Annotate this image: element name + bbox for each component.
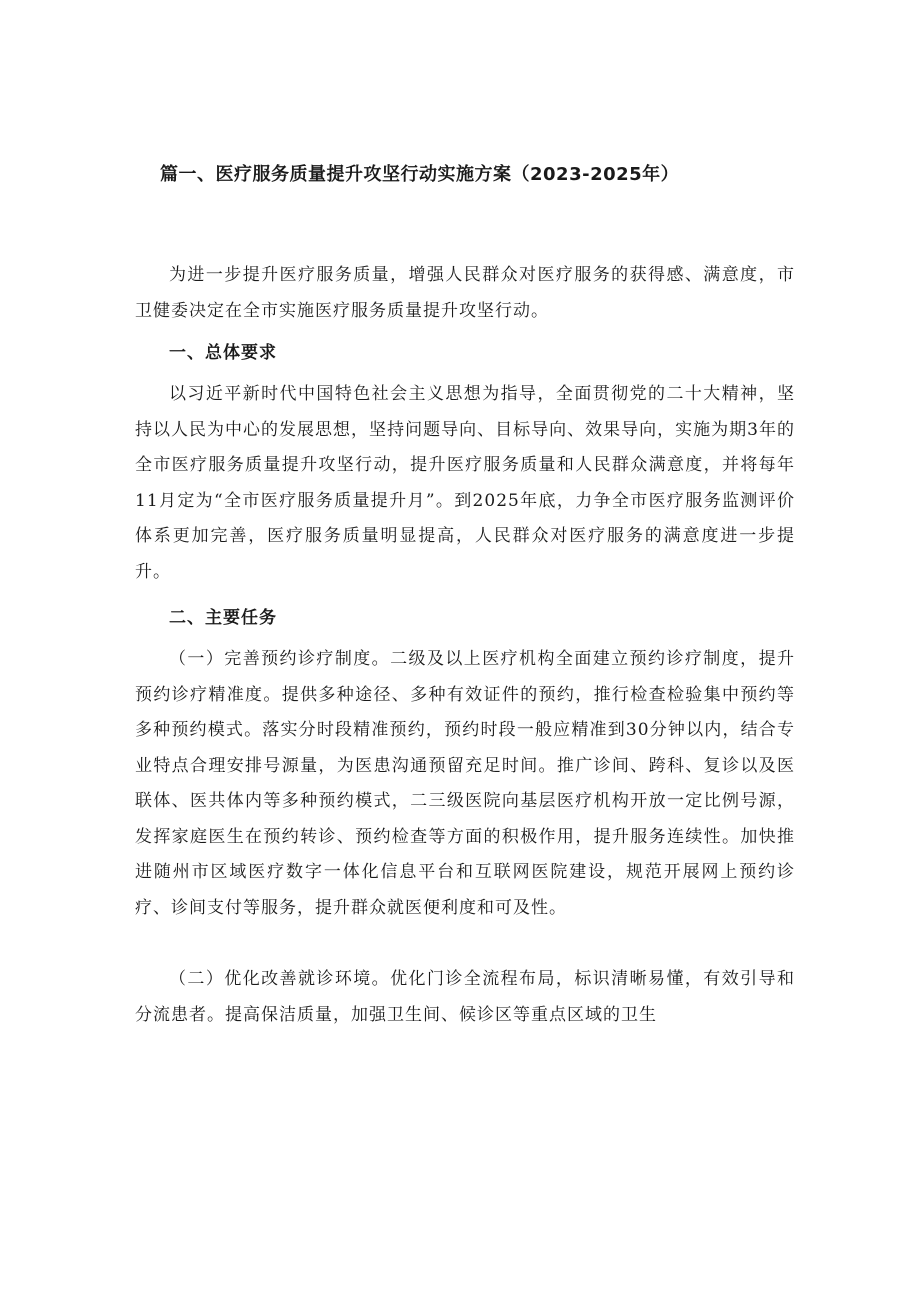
document-title: 篇一、医疗服务质量提升攻坚行动实施方案（2023-2025年）: [160, 164, 680, 185]
general-requirements-paragraph: 以习近平新时代中国特色社会主义思想为指导，全面贯彻党的二十大精神，坚持以人民为中心的发展思想，坚持问题导向、目标导向、效果导向，实施为期3年的全市医疗服务质量提升攻坚行动，提升医疗服务质量和人民群众满意度，并将每年11月定为“全市医疗服务质量提升月”。到2025年底，力争全市医疗服务监测评价体系更加完善，医疗服务质量明显提高，人民群众对医疗服务的满意度进一步提升。: [135, 384, 795, 582]
document-body: [135, 258, 795, 1033]
section-heading-main-tasks: 二、主要任务: [169, 608, 277, 628]
task-environment-paragraph: （二）优化改善就诊环境。优化门诊全流程布局，标识清晰易懂，有效引导和分流患者。提高保洁质量，加强卫生间、候诊区等重点区域的卫生: [135, 969, 795, 1025]
intro-paragraph: 为进一步提升医疗服务质量，增强人民群众对医疗服务的获得感、满意度，市卫健委决定在全市实施医疗服务质量提升攻坚行动。: [135, 265, 795, 321]
section-heading-general-requirements: 一、总体要求: [169, 343, 277, 363]
task-appointment-paragraph: （一）完善预约诊疗制度。二级及以上医疗机构全面建立预约诊疗制度，提升预约诊疗精准度。提供多种途径、多种有效证件的预约，推行检查检验集中预约等多种预约模式。落实分时段精准预约，预约时段一般应精准到30分钟以内，结合专业特点合理安排号源量，为医患沟通预留充足时间。推广诊间、跨科、复诊以及医联体、医共体内等多种预约模式，二三级医院向基层医疗机构开放一定比例号源，发挥家庭医生在预约转诊、预约检查等方面的积极作用，提升服务连续性。加快推进随州市区域医疗数字一体化信息平台和互联网医院建设，规范开展网上预约诊疗、诊间支付等服务，提升群众就医便利度和可及性。: [135, 649, 795, 918]
